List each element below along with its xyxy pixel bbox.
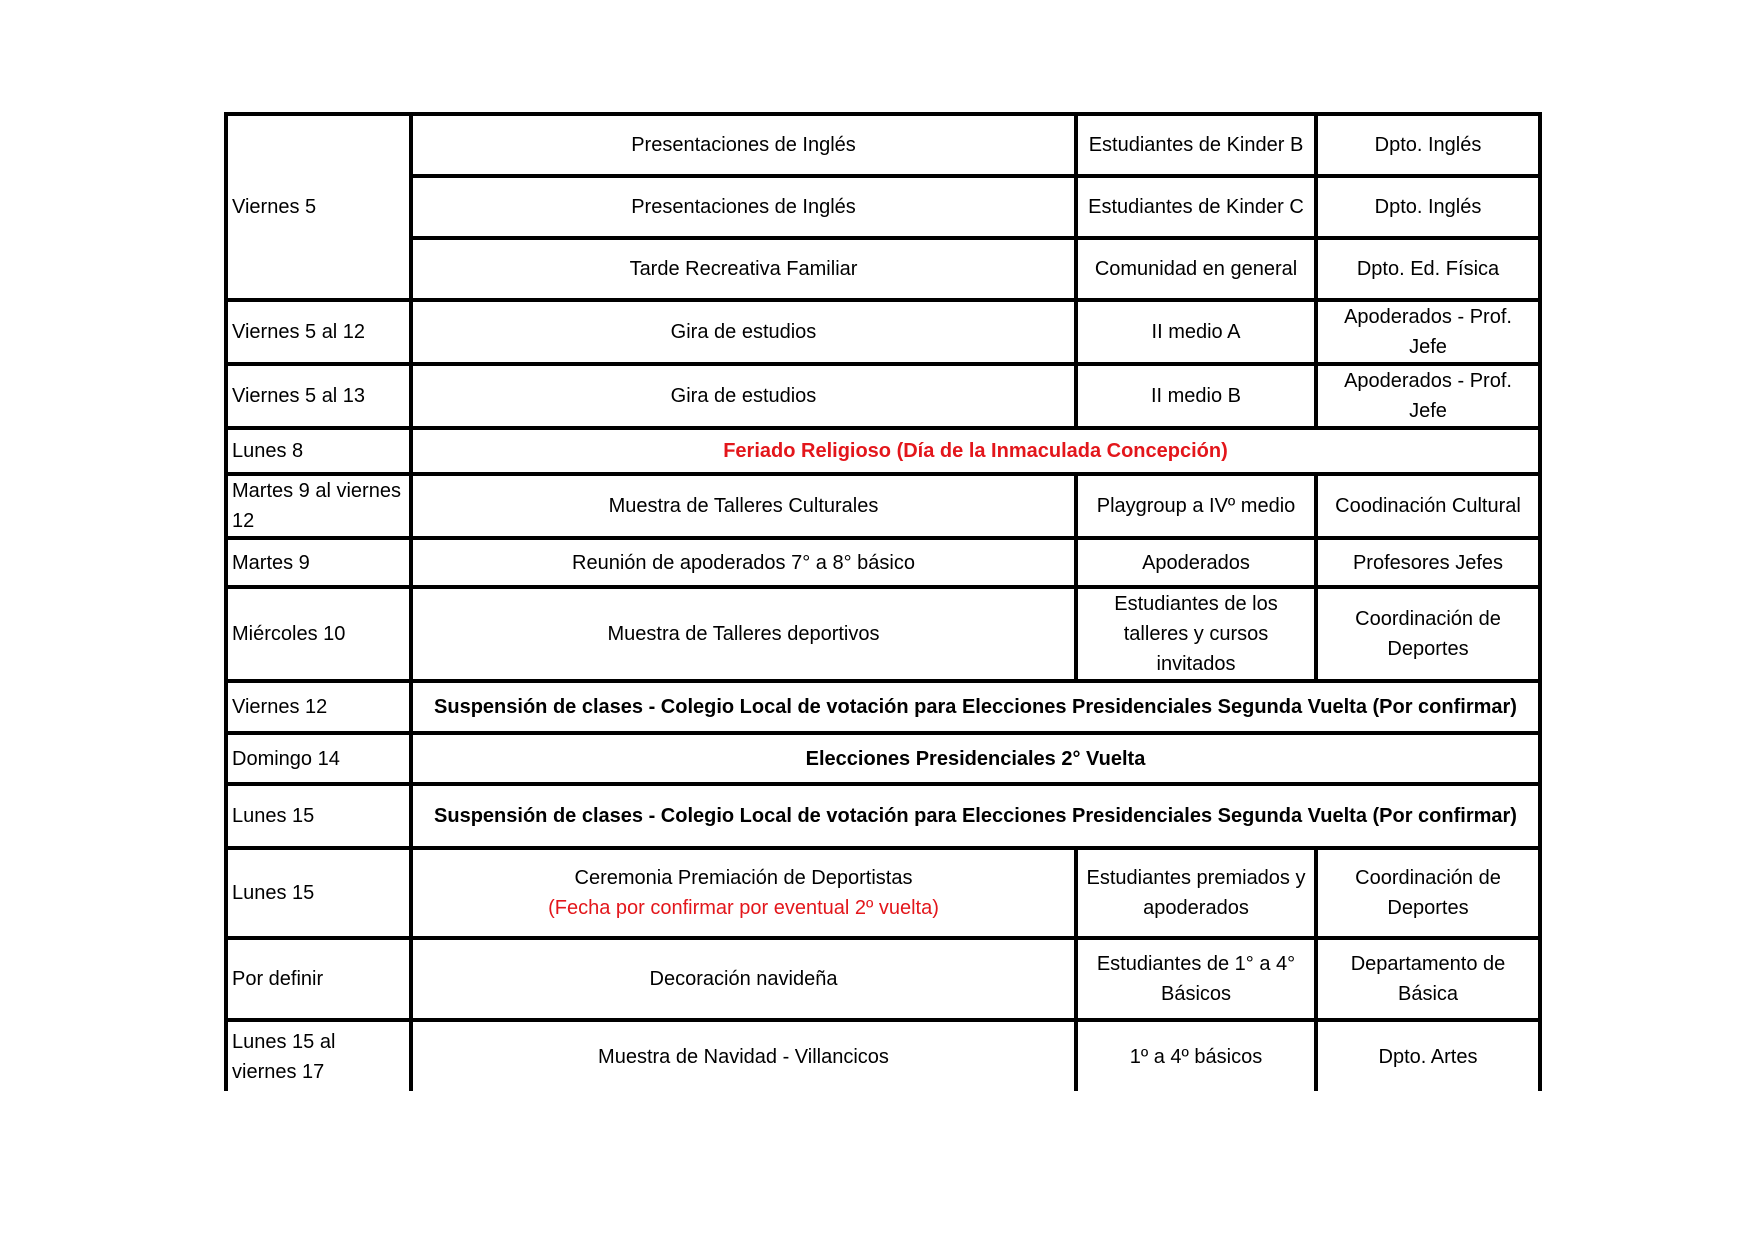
- participants-cell: II medio A: [1076, 300, 1316, 364]
- suspension-event-cell: Suspensión de clases - Colegio Local de votación para Elecciones Presidenciales Segunda Vuelta (Por confirmar): [411, 681, 1540, 733]
- activity-calendar-table: [224, 112, 1542, 1091]
- activity-title: Ceremonia Premiación de Deportistas: [574, 867, 913, 889]
- holiday-event-cell: Feriado Religioso (Día de la Inmaculada Concepción): [411, 428, 1540, 474]
- table-row-suspension: [226, 784, 1540, 848]
- date-cell: Por definir: [226, 938, 411, 1020]
- date-cell: Martes 9 al viernes 12: [226, 474, 411, 538]
- table-row: [226, 1020, 1540, 1091]
- date-cell: Viernes 5: [226, 114, 411, 300]
- activity-cell: Decoración navideña: [411, 938, 1076, 1020]
- responsible-cell: Coordinación de Deportes: [1316, 587, 1540, 681]
- date-cell: Lunes 15 al viernes 17: [226, 1020, 411, 1091]
- responsible-cell: Profesores Jefes: [1316, 538, 1540, 587]
- activity-cell: Reunión de apoderados 7° a 8° básico: [411, 538, 1076, 587]
- participants-cell: Estudiantes de Kinder C: [1076, 176, 1316, 238]
- activity-cell: Presentaciones de Inglés: [411, 176, 1076, 238]
- table-row: [226, 300, 1540, 364]
- table-row: [226, 114, 1540, 176]
- table-row: [226, 848, 1540, 938]
- responsible-cell: Apoderados - Prof. Jefe: [1316, 300, 1540, 364]
- table-row-suspension: [226, 681, 1540, 733]
- participants-cell: Estudiantes de 1° a 4° Básicos: [1076, 938, 1316, 1020]
- activity-cell: Muestra de Talleres Culturales: [411, 474, 1076, 538]
- date-cell: Lunes 8: [226, 428, 411, 474]
- responsible-cell: Dpto. Artes: [1316, 1020, 1540, 1091]
- participants-cell: Estudiantes de Kinder B: [1076, 114, 1316, 176]
- activity-cell: [411, 848, 1076, 938]
- responsible-cell: Apoderados - Prof. Jefe: [1316, 364, 1540, 428]
- table-row: [226, 364, 1540, 428]
- responsible-cell: Coodinación Cultural: [1316, 474, 1540, 538]
- elections-event-cell: Elecciones Presidenciales 2° Vuelta: [411, 733, 1540, 784]
- date-cell: Viernes 5 al 13: [226, 364, 411, 428]
- table-row: [226, 587, 1540, 681]
- table-row: [226, 238, 1540, 300]
- participants-cell: II medio B: [1076, 364, 1316, 428]
- participants-cell: Playgroup a IVº medio: [1076, 474, 1316, 538]
- table-row: [226, 474, 1540, 538]
- table-row: [226, 938, 1540, 1020]
- responsible-cell: Coordinación de Deportes: [1316, 848, 1540, 938]
- activity-cell: Muestra de Navidad - Villancicos: [411, 1020, 1076, 1091]
- date-cell: Viernes 12: [226, 681, 411, 733]
- activity-cell: Tarde Recreativa Familiar: [411, 238, 1076, 300]
- activity-cell: Presentaciones de Inglés: [411, 114, 1076, 176]
- responsible-cell: Dpto. Inglés: [1316, 176, 1540, 238]
- responsible-cell: Dpto. Inglés: [1316, 114, 1540, 176]
- date-cell: Lunes 15: [226, 784, 411, 848]
- participants-cell: Apoderados: [1076, 538, 1316, 587]
- date-cell: Lunes 15: [226, 848, 411, 938]
- table-row-elections: [226, 733, 1540, 784]
- participants-cell: Comunidad en general: [1076, 238, 1316, 300]
- activity-cell: Muestra de Talleres deportivos: [411, 587, 1076, 681]
- date-cell: Martes 9: [226, 538, 411, 587]
- date-cell: Viernes 5 al 12: [226, 300, 411, 364]
- suspension-event-cell: Suspensión de clases - Colegio Local de votación para Elecciones Presidenciales Segunda Vuelta (Por confirmar): [411, 784, 1540, 848]
- date-cell: Miércoles 10: [226, 587, 411, 681]
- participants-cell: Estudiantes premiados y apoderados: [1076, 848, 1316, 938]
- date-cell: Domingo 14: [226, 733, 411, 784]
- table-row: [226, 176, 1540, 238]
- table-row-holiday: [226, 428, 1540, 474]
- activity-note: (Fecha por confirmar por eventual 2º vuelta): [548, 897, 939, 919]
- participants-cell: 1º a 4º básicos: [1076, 1020, 1316, 1091]
- table-row: [226, 538, 1540, 587]
- activity-cell: Gira de estudios: [411, 364, 1076, 428]
- activity-cell: Gira de estudios: [411, 300, 1076, 364]
- responsible-cell: Dpto. Ed. Física: [1316, 238, 1540, 300]
- responsible-cell: Departamento de Básica: [1316, 938, 1540, 1020]
- participants-cell: Estudiantes de los talleres y cursos invitados: [1076, 587, 1316, 681]
